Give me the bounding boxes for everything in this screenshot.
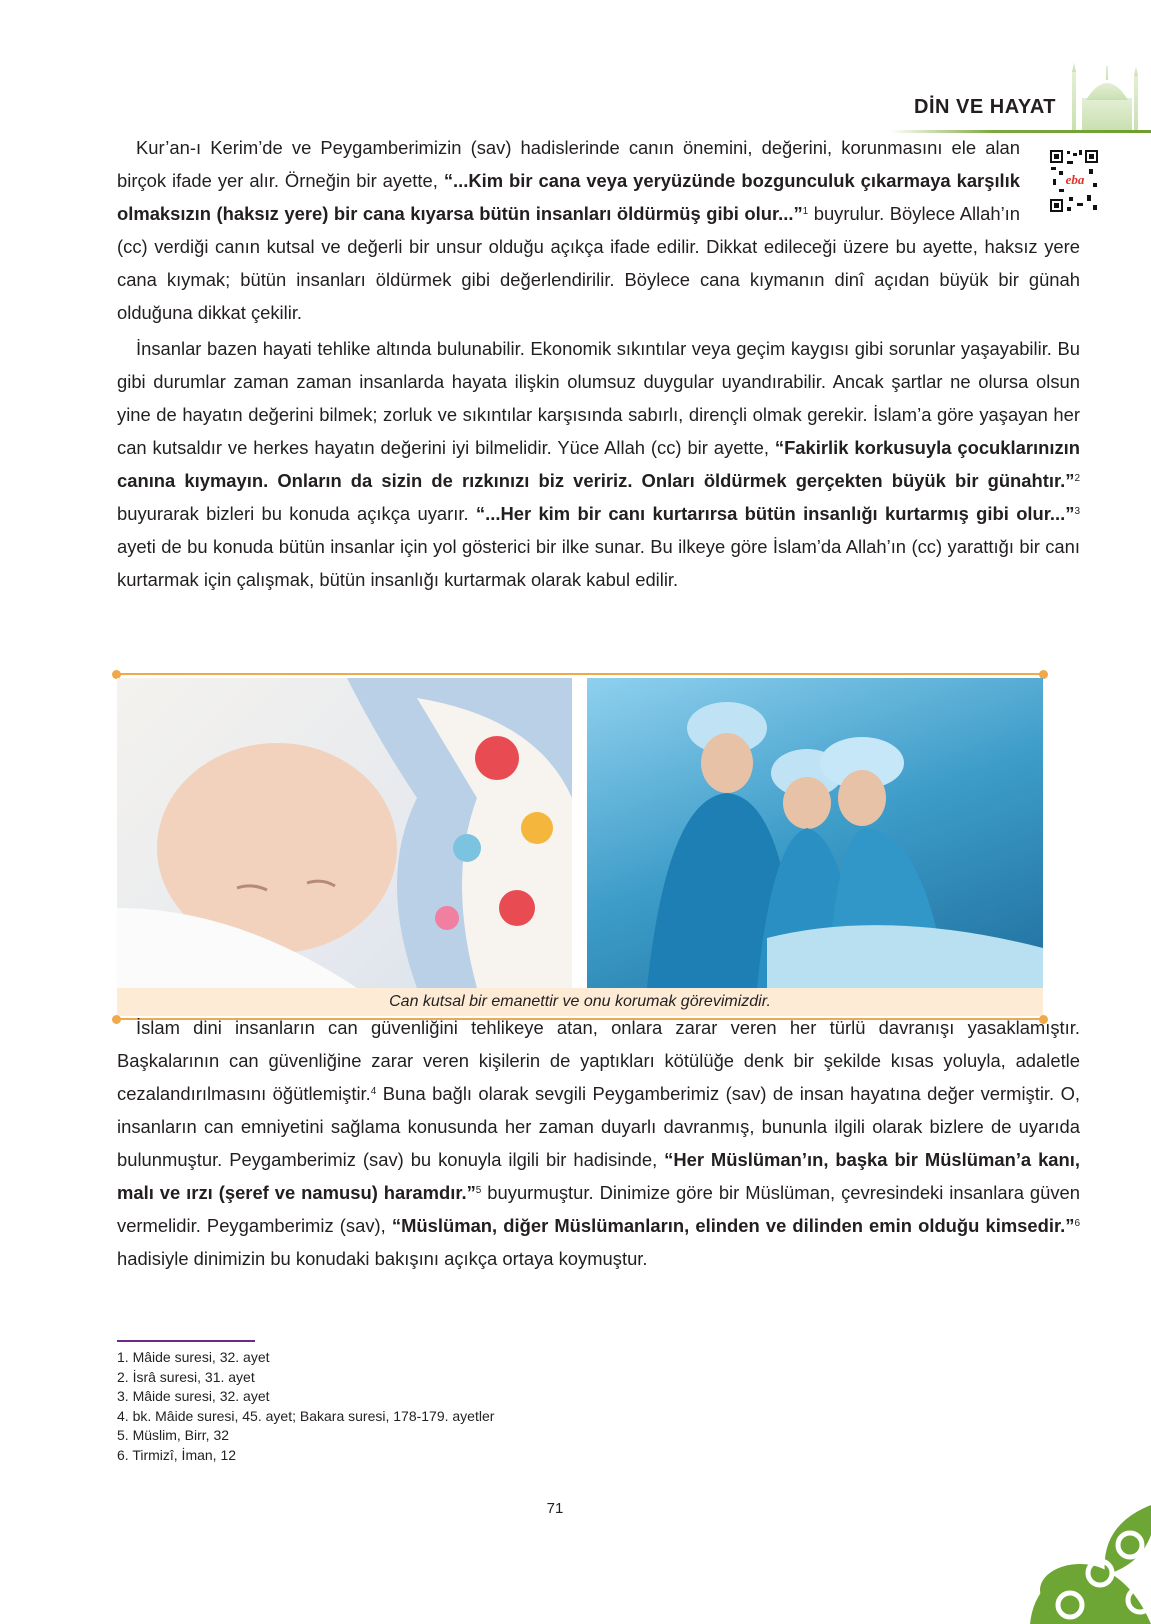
figure-caption: Can kutsal bir emanettir ve onu korumak görevimizdir. <box>117 988 1043 1016</box>
quote-verse: “...Kim bir cana veya yeryüzünde bozgunculuk çıkarmaya karşılık olmaksızın (haksız yere) bir cana kıyarsa bütün insanları öldürmüş gibi olur...” <box>117 170 1020 224</box>
footnote-divider <box>117 1340 255 1342</box>
body-text: İnsanlar bazen hayati tehlike altında bulunabilir. Ekonomik sıkıntılar veya geçim kaygısı gibi sorunlar yaşayabilir. Bu gibi durumlar zaman zaman insanlarda hayata ilişkin olumsuz duygular uyandırabilir. Ancak şartlar ne olursa olsun yine de hayatın değerini bilmek; zorluk ve sıkıntılar karşısında sabırlı, dirençli olmak gerekir. İslam’a göre yaşayan her can kutsaldır ve herkes hayatın değerini iyi bilmelidir. Yüce Allah (cc) bir ayette, <box>117 338 1080 458</box>
body-text: ayeti de bu konuda bütün insanlar için yol gösterici bir ilke sunar. Bu ilkeye göre İslam’da Allah’ın (cc) yarattığı bir canı kurtarmak için çalışmak, bütün insanlığı kurtarmak olarak kabul edilir. <box>117 536 1080 590</box>
body-text: Buna bağlı olarak sevgili Peygamberimiz (sav) de insan hayatına değer vermiştir. O, insanların can emniyetini sağlama konusunda her zaman duyarlı davranmış, bununla ilgili olarak bizlere de uyarıda bulunmuştur. Peygamberimiz (sav) bu konuyla ilgili bir hadisinde, <box>117 1083 1080 1170</box>
section-title: DİN VE HAYAT <box>914 96 1056 118</box>
mosque-silhouette-icon <box>1068 58 1148 130</box>
flower-ornament-icon <box>1030 1505 1151 1624</box>
body-text: buyrulur. Böylece Allah’ın (cc) verdiği canın kutsal ve değerli bir unsur olduğu açıkça ifade edilir. Dikkat edileceği üzere bu ayette, haksız yere cana kıymak; bütün insanları öldürmek gibi değerlendirilir. Böylece cana kıymanın dinî açıdan büyük bir günah olduğuna dikkat çekilir. <box>117 203 1080 323</box>
footnote: 3. Mâide suresi, 32. ayet <box>117 1388 270 1404</box>
surgery-team-photo <box>587 678 1043 988</box>
footnote-ref: 5 <box>475 1185 482 1196</box>
paragraph-3 <box>117 1011 1080 1275</box>
page-number: 71 <box>546 1500 564 1517</box>
footnote-ref: 6 <box>1074 1218 1080 1229</box>
body-text: hadisiyle dinimizin bu konudaki bakışını açıkça ortaya koymuştur. <box>117 1248 648 1269</box>
footnote: 6. Tirmizî, İman, 12 <box>117 1446 237 1463</box>
footnote-ref: 3 <box>1074 506 1081 517</box>
qr-code-icon[interactable] <box>1030 149 1085 213</box>
sleeping-baby-photo <box>117 678 572 988</box>
quote-verse: “Fakirlik korkusuyla çocuklarınızın canına kıymayın. Onların da sizin de rızkınızı biz veririz. Onları öldürmek gerçekten büyük bir günahtır.” <box>117 437 1080 491</box>
body-text: Kur’an-ı Kerim’de ve Peygamberimizin (sav) hadislerinde canın önemini, değerini, korunmasını ele alan birçok ifade yer alır. Örneğin bir ayette, <box>117 137 1020 191</box>
paragraph-1 <box>117 131 1085 329</box>
footnote: 2. İsrâ suresi, 31. ayet <box>117 1368 255 1385</box>
footnotes <box>117 1348 494 1465</box>
body-text: buyurarak bizleri bu konuda açıkça uyarır. <box>117 503 476 524</box>
paragraph-2 <box>117 332 1080 596</box>
footnote-ref: 2 <box>1074 473 1080 484</box>
footnote: 4. bk. Mâide suresi, 45. ayet; Bakara suresi, 178-179. ayetler <box>117 1407 495 1424</box>
quote-hadith: “Müslüman, diğer Müslümanların, elinden ve dilinden emin olduğu kimsedir.” <box>391 1215 1075 1236</box>
quote-hadith: “Her Müslüman’ın, başka bir Müslüman’a kanı, malı ve ırzı (şeref ve namusu) haramdır.” <box>117 1149 1080 1203</box>
figure-top-rule <box>117 673 1043 675</box>
figure <box>112 670 1048 1022</box>
footnote: 5. Müslim, Birr, 32 <box>117 1427 230 1443</box>
body-text: İslam dini insanların can güvenliğini tehlikeye atan, onlara zarar veren her türlü davranışı yasaklamıştır. Başkalarının can güvenliğine zarar veren kişilerin de yaptıkları kötülüğe denk bir şekilde kısas yoluyla, adaletle cezalandırılmasını öğütlemiştir. <box>117 1017 1080 1104</box>
footnote: 1. Mâide suresi, 32. ayet <box>117 1349 270 1365</box>
body-text: buyurmuştur. Dinimize göre bir Müslüman, çevresindeki insanlara güven vermelidir. Peygamberimiz (sav), <box>117 1182 1080 1236</box>
svg-text:eba: eba <box>1065 172 1085 187</box>
footnote-ref: 1 <box>802 206 809 217</box>
footnote-ref: 4 <box>370 1086 377 1097</box>
quote-verse: “...Her kim bir canı kurtarırsa bütün insanlığı kurtarmış gibi olur...” <box>475 503 1075 524</box>
